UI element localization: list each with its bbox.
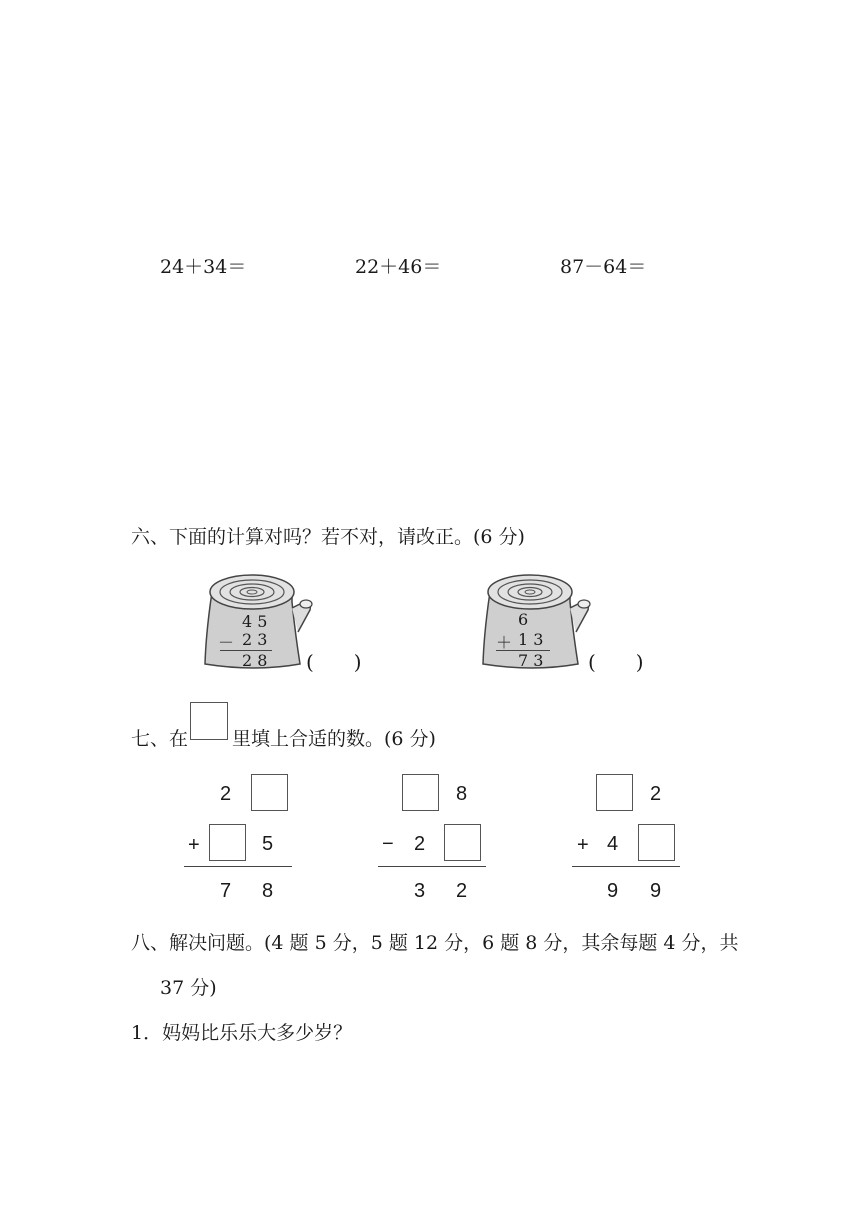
- stump1-top: 4 5: [242, 612, 268, 631]
- equation-2: 22＋46＝: [355, 256, 442, 278]
- section8-title-line1: 八、解决问题。(4 题 5 分，5 题 12 分，6 题 8 分，其余每题 4 分，共: [131, 932, 739, 954]
- p3-result-ones: 9: [650, 880, 662, 902]
- stump1-op: －: [218, 633, 235, 652]
- p1-rule: [184, 866, 292, 867]
- p3-top-ones: 2: [650, 783, 662, 805]
- p1-top-ones-box[interactable]: [251, 774, 288, 811]
- p3-result-tens: 9: [607, 880, 619, 902]
- p1-mid-ones: 5: [262, 833, 274, 855]
- stump2-op: ＋: [496, 633, 513, 652]
- section7-title-before: 七、在: [131, 728, 189, 750]
- answer-paren-1[interactable]: ( ): [306, 650, 362, 674]
- p3-rule: [572, 866, 680, 867]
- stump2-mid: 1 3: [518, 630, 544, 649]
- p3-mid-tens: 4: [607, 833, 619, 855]
- p2-mid-tens: 2: [414, 833, 426, 855]
- stump1-result: 2 8: [242, 651, 268, 670]
- p2-mid-ones-box[interactable]: [444, 824, 481, 861]
- p1-result-tens: 7: [220, 880, 232, 902]
- p1-op: +: [188, 834, 200, 856]
- stump2-result: 7 3: [518, 651, 544, 670]
- equation-1: 24＋34＝: [160, 256, 247, 278]
- stump-1: [200, 572, 320, 672]
- answer-paren-2[interactable]: ( ): [588, 650, 644, 674]
- stump1-mid: 2 3: [242, 630, 268, 649]
- p1-result-ones: 8: [262, 880, 274, 902]
- question-1: 1．妈妈比乐乐大多少岁？: [131, 1022, 353, 1044]
- p2-result-ones: 2: [456, 880, 468, 902]
- sample-box-icon: [190, 702, 228, 740]
- p2-top-tens-box[interactable]: [402, 774, 439, 811]
- equation-3: 87－64＝: [560, 256, 647, 278]
- p1-mid-tens-box[interactable]: [209, 824, 246, 861]
- stump2-top: 6: [518, 610, 529, 629]
- section6-title: 六、下面的计算对吗？若不对，请改正。(6 分): [131, 526, 525, 548]
- section7-title-after: 里填上合适的数。(6 分): [232, 728, 436, 750]
- p3-top-tens-box[interactable]: [596, 774, 633, 811]
- p2-rule: [378, 866, 486, 867]
- p2-top-ones: 8: [456, 783, 468, 805]
- p3-op: +: [577, 834, 589, 856]
- stump-2: [478, 572, 598, 672]
- p2-op: −: [382, 833, 394, 855]
- p1-top-tens: 2: [220, 783, 232, 805]
- p3-mid-ones-box[interactable]: [638, 824, 675, 861]
- section8-title-line2: 37 分): [160, 977, 217, 999]
- p2-result-tens: 3: [414, 880, 426, 902]
